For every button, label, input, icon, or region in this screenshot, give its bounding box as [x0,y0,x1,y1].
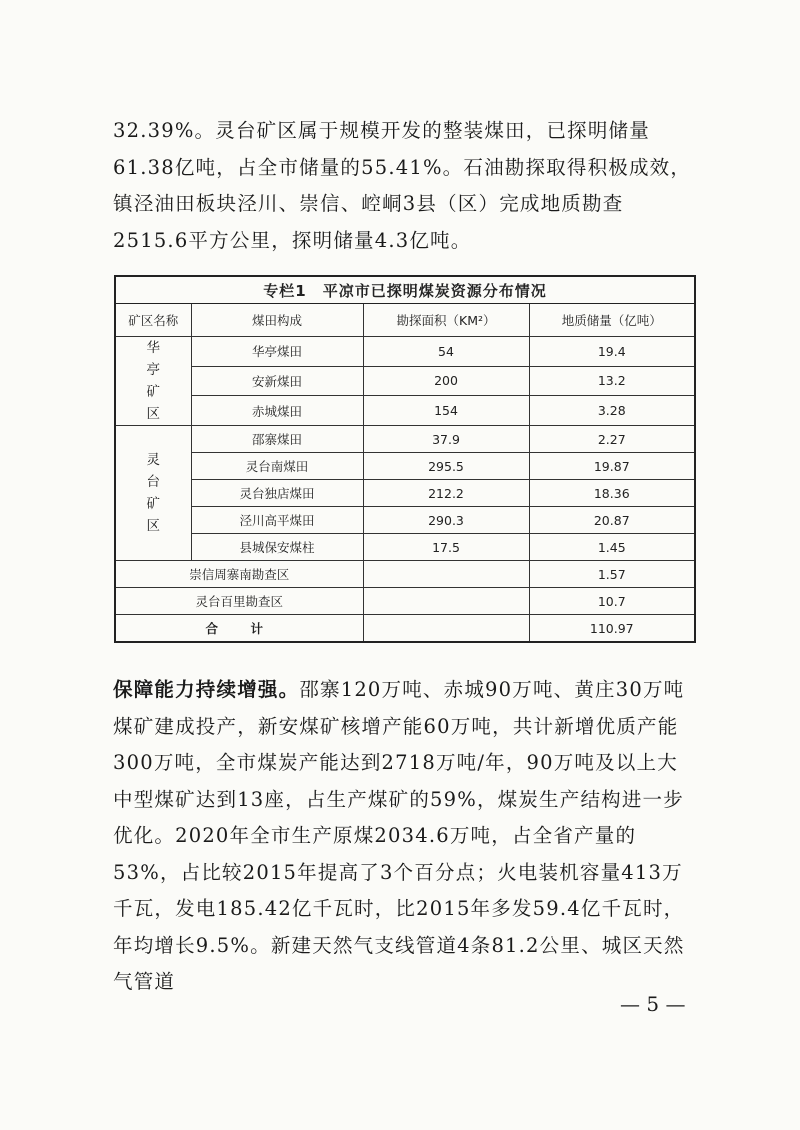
area-value: 154 [363,396,529,426]
field-name: 灵台独店煤田 [191,480,363,507]
header-area: 勘探面积（KM²） [363,304,529,337]
exploration-area-name: 灵台百里勘查区 [115,588,363,615]
area-value: 17.5 [363,534,529,561]
field-name: 华亭煤田 [191,337,363,367]
table-row [115,426,695,453]
table-row [115,366,695,396]
table-row [115,453,695,480]
coal-resource-table-box [114,275,694,643]
area-value: 37.9 [363,426,529,453]
region-lingtai: 灵 台 矿 区 [115,426,191,561]
area-value: 200 [363,366,529,396]
total-label: 合 计 [115,615,363,643]
table-row [115,337,695,367]
table-row [115,588,695,615]
header-field: 煤田构成 [191,304,363,337]
reserve-value: 10.7 [529,588,695,615]
reserve-value: 19.4 [529,337,695,367]
table-row [115,480,695,507]
header-reserve: 地质储量（亿吨） [529,304,695,337]
table-row [115,534,695,561]
area-value: 54 [363,337,529,367]
area-value: 290.3 [363,507,529,534]
table-row [115,561,695,588]
reserve-value: 2.27 [529,426,695,453]
field-name: 县城保安煤柱 [191,534,363,561]
field-name: 安新煤田 [191,366,363,396]
table-row [115,396,695,426]
region-huating: 华 亭 矿 区 [115,337,191,426]
page-number: — 5 — [620,992,686,1016]
field-name: 泾川高平煤田 [191,507,363,534]
reserve-value: 13.2 [529,366,695,396]
reserve-value: 1.45 [529,534,695,561]
paragraph-intro: 32.39%。灵台矿区属于规模开发的整装煤田，已探明储量61.38亿吨，占全市储量的55.41%。石油勘探取得积极成效，镇泾油田板块泾川、崇信、崆峒3县（区）完成地质勘查2515.6平方公里，探明储量4.3亿吨。 [113,119,692,252]
header-region: 矿区名称 [115,304,191,337]
area-value: 295.5 [363,453,529,480]
paragraph-body: 邵寨120万吨、赤城90万吨、黄庄30万吨煤矿建成投产，新安煤矿核增产能60万吨，共计新增优质产能300万吨，全市煤炭产能达到2718万吨/年，90万吨及以上大中型煤矿达到13座，占生产煤矿的59%，煤炭生产结构进一步优化。2020年全市生产原煤2034.6万吨，占全省产量的53%，占比较2015年提高了3个百分点；火电装机容量413万千瓦，发电185.42亿千瓦时，比2015年多发59.4亿千瓦时，年均增长9.5%。新建天然气支线管道4条81.2公里、城区天然气管道 [113,678,685,993]
reserve-value: 18.36 [529,480,695,507]
total-row [115,615,695,643]
total-reserve: 110.97 [529,615,695,643]
reserve-value: 20.87 [529,507,695,534]
field-name: 灵台南煤田 [191,453,363,480]
area-value: 212.2 [363,480,529,507]
coal-resource-table [114,275,696,643]
field-name: 赤城煤田 [191,396,363,426]
table-row [115,507,695,534]
table-caption: 专栏1 平凉市已探明煤炭资源分布情况 [115,276,695,304]
total-area [363,615,529,643]
reserve-value: 19.87 [529,453,695,480]
area-value [363,588,529,615]
area-value [363,561,529,588]
reserve-value: 1.57 [529,561,695,588]
reserve-value: 3.28 [529,396,695,426]
field-name: 邵寨煤田 [191,426,363,453]
paragraph-capacity [113,672,693,1001]
paragraph-lead: 保障能力持续增强。 [113,678,300,701]
exploration-area-name: 崇信周寨南勘查区 [115,561,363,588]
